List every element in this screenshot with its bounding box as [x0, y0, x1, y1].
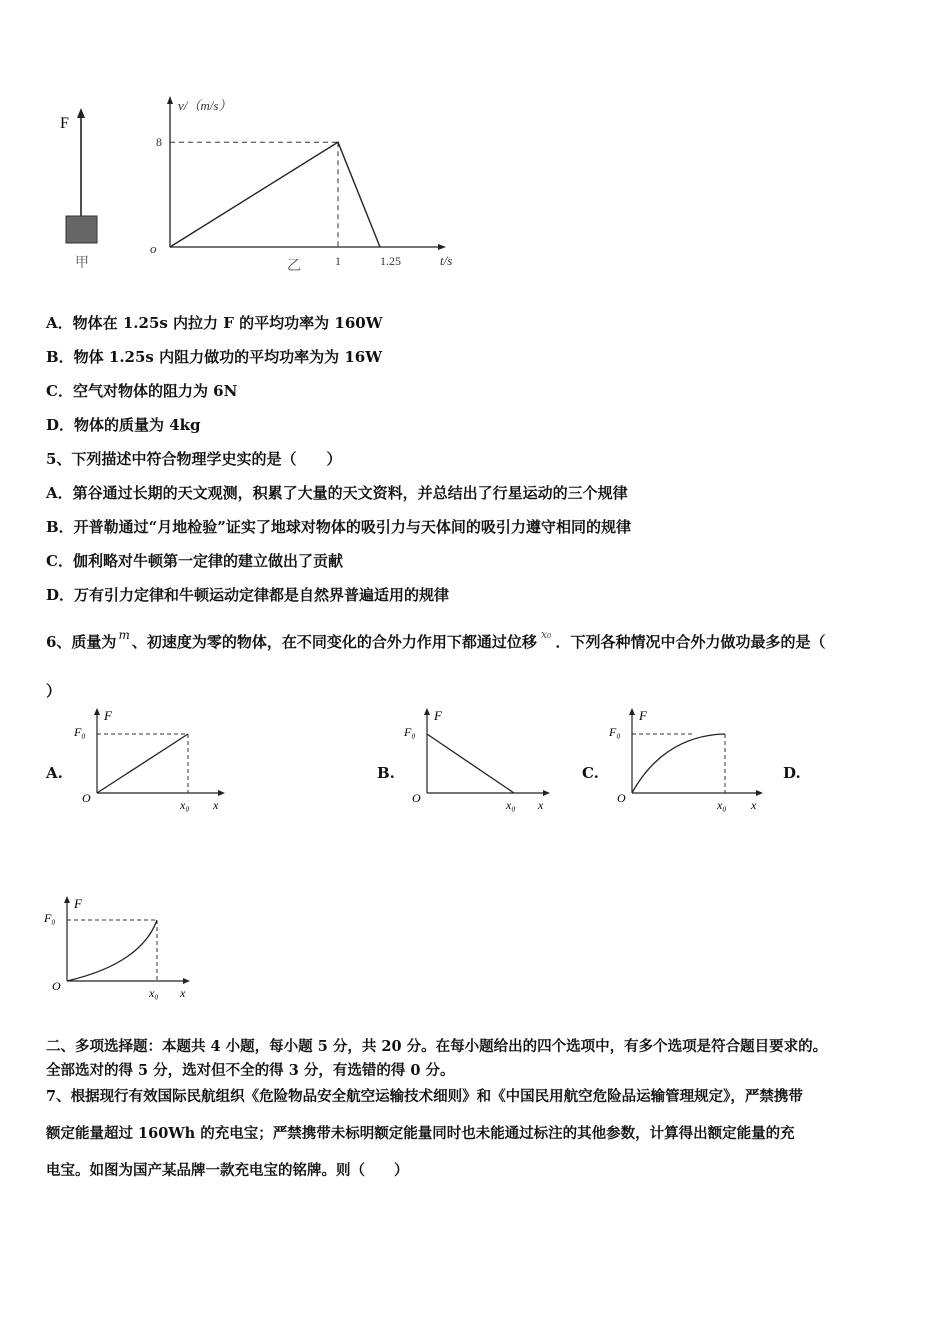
y-axis-label: v/（m/s） [178, 98, 232, 113]
graph-origin-label: O [617, 791, 626, 805]
graph-origin-label: O [82, 791, 91, 805]
graph-y-label: F [434, 708, 442, 723]
vt-chart [140, 90, 470, 280]
block [66, 216, 97, 243]
q6-stem-part3: ．下列各种情况中合外力做功最多的是（ [555, 633, 826, 651]
q6-option-b-label: B. [377, 764, 395, 782]
q5-option-a: A．第谷通过长期的天文观测，积累了大量的天文资料，并总结出了行星运动的三个规律 [46, 484, 628, 502]
graph-x-label: x [538, 798, 544, 812]
force-curve [67, 920, 157, 981]
q6-stem-part2: 、初速度为零的物体，在不同变化的合外力作用下都通过位移 [131, 633, 537, 651]
x-axis-arrow [218, 790, 225, 796]
graph-x0-label: x₀ [180, 798, 190, 812]
q6-var-m: m [118, 628, 130, 642]
x-axis-arrow [756, 790, 763, 796]
y-axis-arrow [94, 708, 100, 715]
y-tick-label: 8 [156, 135, 162, 149]
q6-graph-b [400, 705, 560, 815]
x-axis-label: t/s [440, 253, 453, 268]
q6-option-a-label: A. [46, 764, 63, 782]
x-axis-arrow [543, 790, 550, 796]
force-curve [97, 734, 188, 793]
x-tick-label-2: 1.25 [380, 254, 401, 268]
graph-origin-label: O [412, 791, 421, 805]
graph-x0-label: x₀ [149, 986, 159, 1000]
graph-x-label: x [180, 986, 186, 1000]
q6-var-x0: x₀ [540, 628, 552, 641]
fig-yi-label: 乙 [287, 259, 301, 274]
q7-line3: 电宝。如图为国产某品牌一款充电宝的铭牌。则（ ） [46, 1162, 409, 1179]
graph-f0-label: F₀ [74, 725, 86, 739]
q6-option-c-label: C. [582, 764, 599, 782]
section2-heading-line2: 全部选对的得 5 分，选对但不全的得 3 分，有选错的得 0 分。 [46, 1062, 455, 1079]
graph-y-label: F [639, 708, 647, 723]
q4-option-c: C．空气对物体的阻力为 6N [46, 382, 238, 400]
q6-option-d-label: D. [783, 764, 801, 782]
graph-y-label: F [104, 708, 112, 723]
graph-origin-label: O [52, 979, 61, 993]
q6-stem-part1: 6、质量为 [46, 633, 117, 651]
graph-f0-label: F₀ [44, 911, 56, 925]
y-axis-arrow [424, 708, 430, 715]
q5-option-b: B．开普勒通过“月地检验”证实了地球对物体的吸引力与天体间的吸引力遵守相同的规律 [46, 518, 631, 536]
q5-option-d: D．万有引力定律和牛顿运动定律都是自然界普遍适用的规律 [46, 586, 450, 604]
section2-heading-line1: 二、多项选择题：本题共 4 小题，每小题 5 分，共 20 分。在每小题给出的四个选项中，有多个选项是符合题目要求的。 [46, 1038, 828, 1055]
x-axis-arrow [183, 978, 190, 984]
q6-graph-a [70, 705, 230, 815]
x-axis-arrow [438, 244, 446, 250]
origin-label: o [150, 241, 157, 256]
graph-f0-label: F₀ [609, 725, 621, 739]
q5-option-c: C．伽利略对牛顿第一定律的建立做出了贡献 [46, 552, 343, 570]
graph-x0-label: x₀ [506, 798, 516, 812]
graph-y-label: F [74, 896, 82, 911]
y-axis-arrow [629, 708, 635, 715]
q6-graph-c [605, 705, 770, 815]
force-arrow-head [77, 108, 85, 118]
graph-f0-label: F₀ [404, 725, 416, 739]
figure-jia [50, 100, 110, 280]
x-tick-label-1: 1 [335, 254, 341, 268]
force-curve [632, 734, 725, 793]
graph-x-label: x [213, 798, 219, 812]
q7-line2: 额定能量超过 160Wh 的充电宝；严禁携带未标明额定能量同时也未能通过标注的其他参数，计算得出额定能量的充 [46, 1125, 795, 1142]
q7-line1: 7、根据现行有效国际民航组织《危险物品安全航空运输技术细则》和《中国民用航空危险品运输管理规定》，严禁携带 [46, 1088, 803, 1105]
fig-jia-label: 甲 [75, 256, 89, 271]
q4-option-b: B．物体 1.25s 内阻力做功的平均功率为为 16W [46, 348, 383, 366]
q6-stem [46, 628, 826, 652]
q6-graph-d [40, 893, 205, 1003]
y-axis-arrow [167, 96, 173, 104]
q4-option-d: D．物体的质量为 4kg [46, 416, 201, 434]
velocity-series-line [170, 142, 380, 247]
q6-stem-end: ） [46, 682, 62, 700]
graph-x-label: x [751, 798, 757, 812]
force-label: F [60, 115, 69, 132]
graph-x0-label: x₀ [717, 798, 727, 812]
q5-stem: 5、下列描述中符合物理学史实的是（ ） [46, 450, 342, 468]
q4-option-a: A．物体在 1.25s 内拉力 F 的平均功率为 160W [46, 314, 383, 332]
force-curve [427, 734, 514, 793]
y-axis-arrow [64, 896, 70, 903]
